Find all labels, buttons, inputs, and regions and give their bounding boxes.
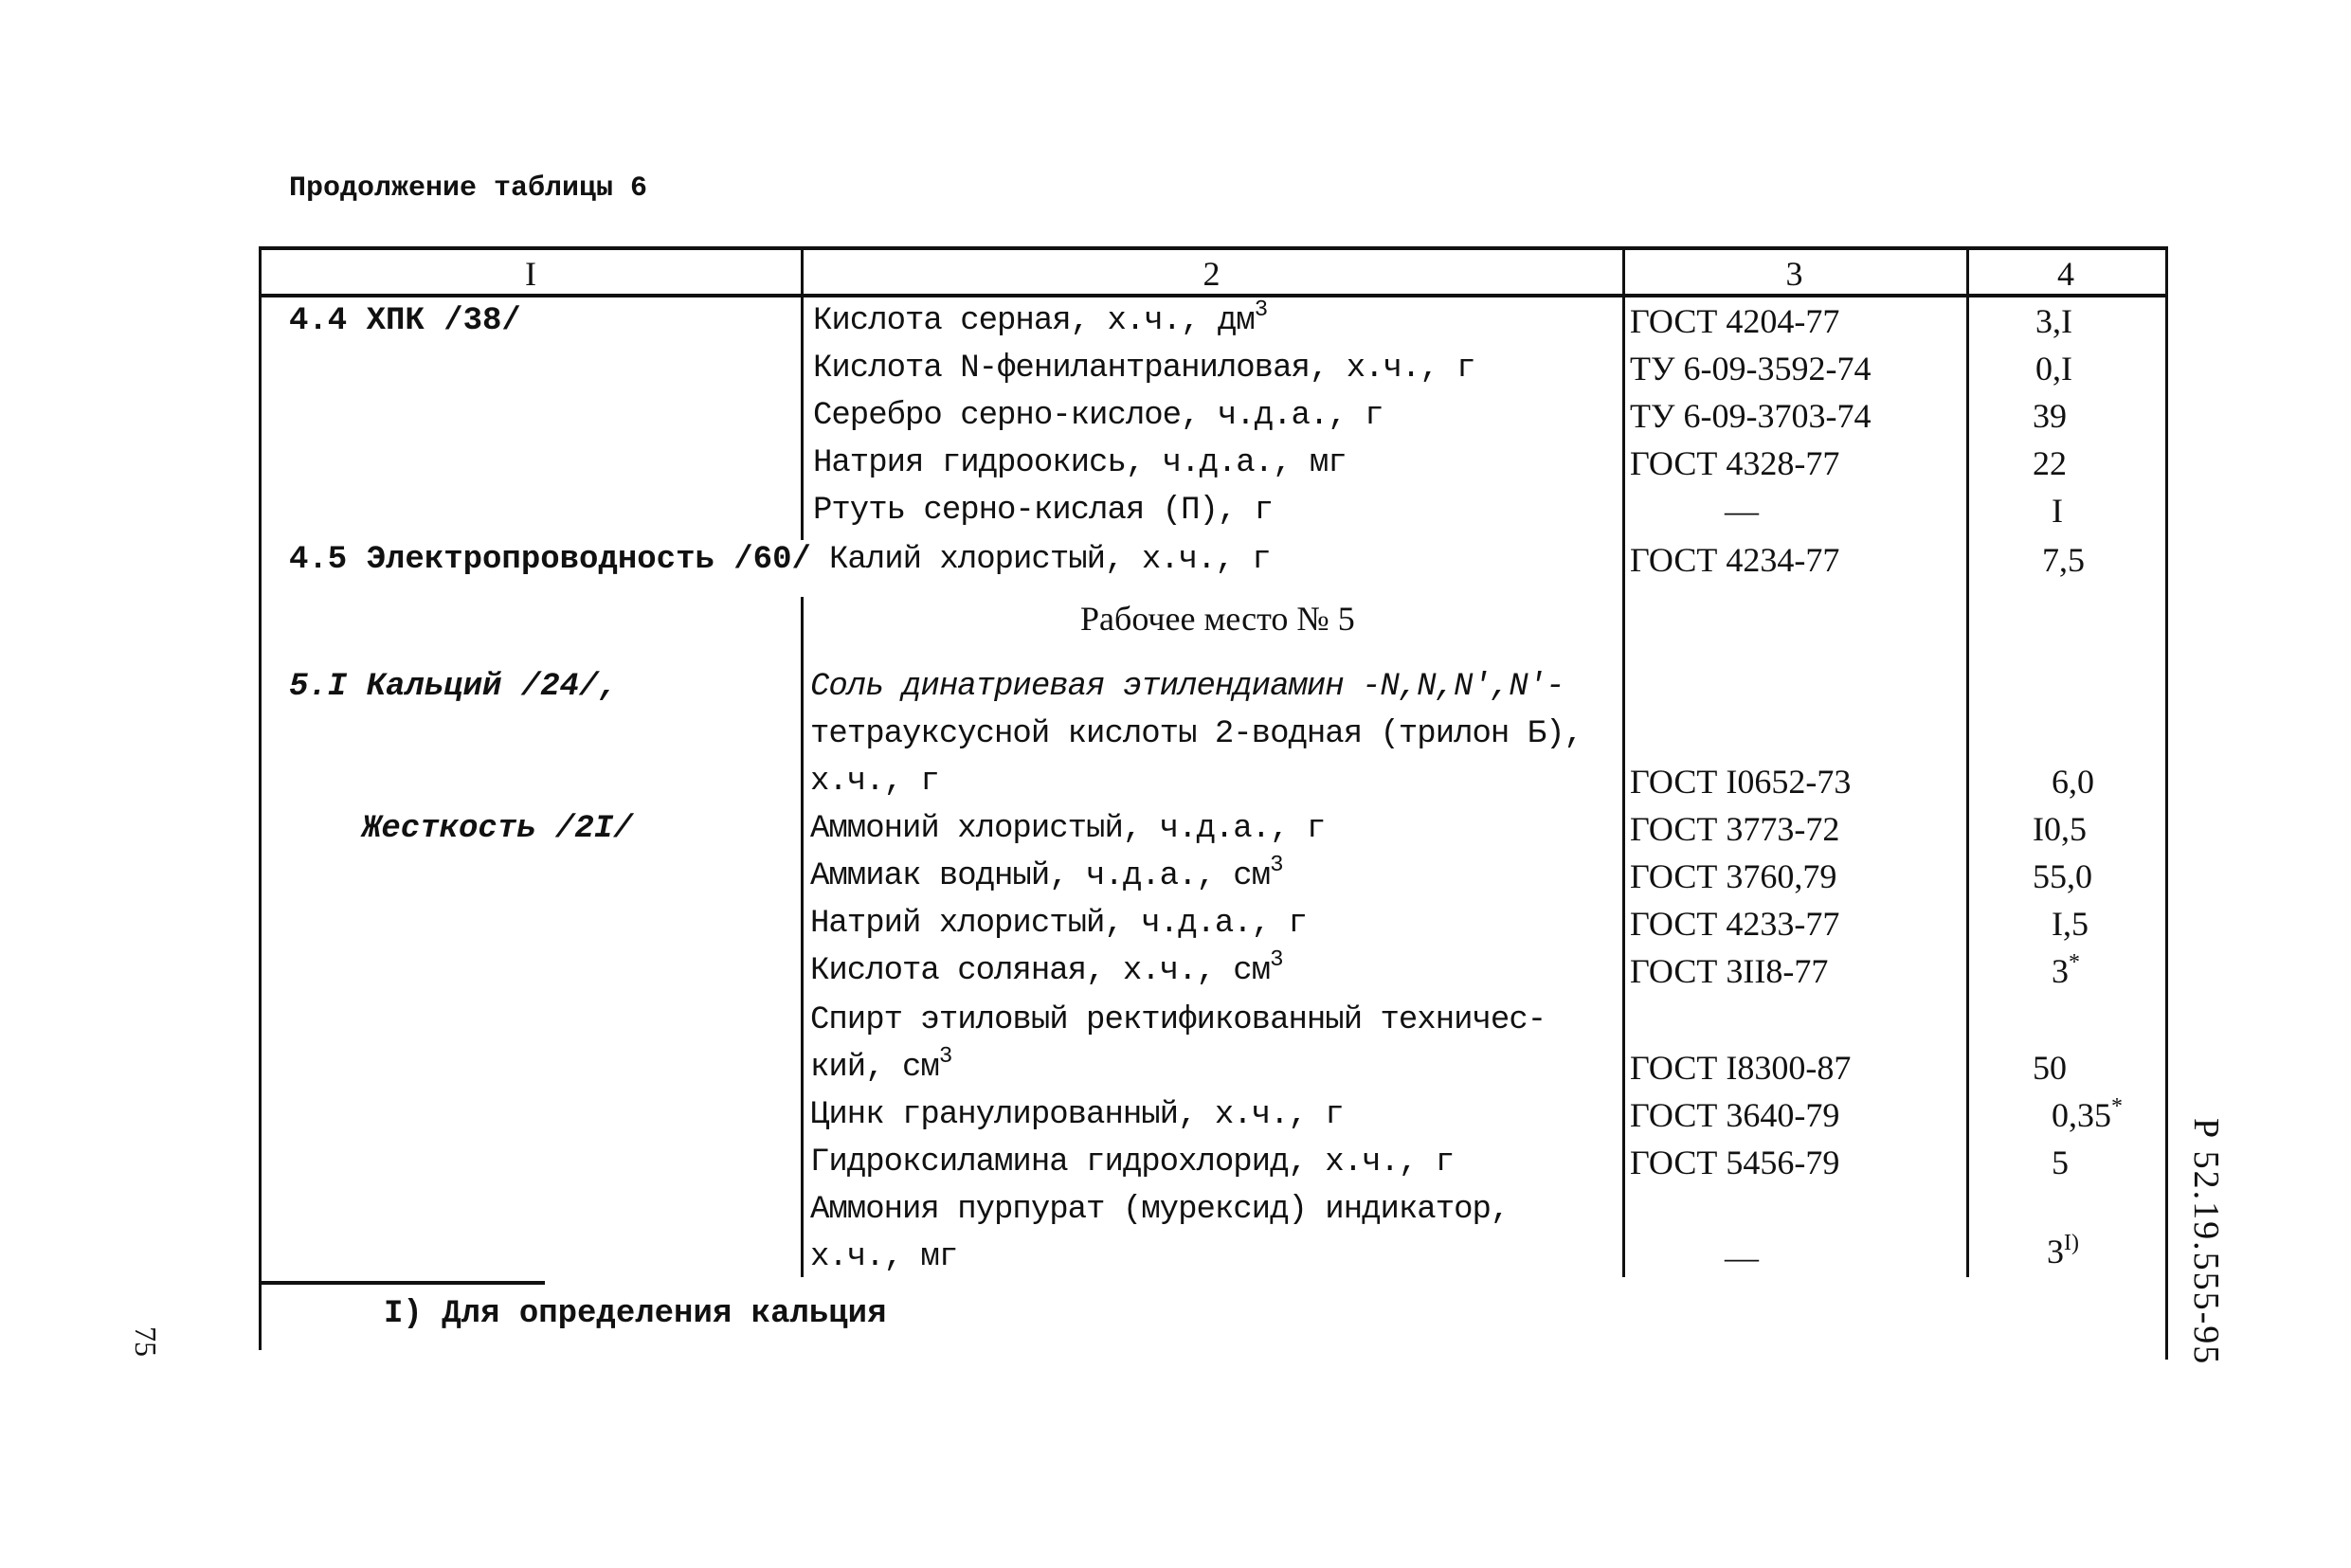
col-divider-1-2-lower	[801, 597, 804, 1277]
header-col-2: 2	[1203, 255, 1221, 293]
cell-col2: Соль динатриевая этилендиамин -N,N,N',N'-	[810, 669, 1564, 705]
cell-col4: 39	[2033, 397, 2067, 435]
cell-col4: 0,35*	[2052, 1094, 2123, 1134]
cell-col3: —	[1725, 1238, 1759, 1276]
asterisk-marker: *	[2111, 1094, 2123, 1119]
col-divider-3-4	[1966, 246, 1969, 1277]
cell-col1: Жесткость /2I/	[362, 811, 633, 847]
cell-col2: х.ч., г	[810, 764, 939, 800]
cell-col2: Спирт этиловый ректификованный техничес-	[810, 1002, 1546, 1038]
cell-col2: Натрий хлористый, ч.д.а., г	[810, 906, 1307, 942]
cell-col4: 7,5	[2042, 541, 2085, 579]
cell-col1: 4.5 Электропроводность /60/	[289, 542, 811, 578]
table-caption: Продолжение таблицы 6	[289, 172, 648, 205]
cell-col3: ГОСТ 5456-79	[1630, 1144, 1840, 1181]
cell-col3: ГОСТ 4233-77	[1630, 905, 1840, 943]
cell-col2: Кислота N-фенилантраниловая, х.ч., г	[813, 351, 1475, 387]
cell-col2: тетрауксусной кислоты 2-водная (трилон Б),	[810, 716, 1582, 752]
cell-col3: ГОСТ 4328-77	[1630, 444, 1840, 482]
cell-col3: ТУ 6-09-3703-74	[1630, 397, 1872, 435]
cell-col2: Гидроксиламина гидрохлорид, х.ч., г	[810, 1144, 1455, 1181]
cell-col2: кий, $см^3$	[810, 1044, 952, 1086]
cell-col4: I	[2052, 492, 2063, 530]
cell-col3: ТУ 6-09-3592-74	[1630, 350, 1872, 387]
footnote-marker: I)	[2064, 1231, 2079, 1255]
cell-col2: Аммиак водный, ч.д.а., $см^3$	[810, 853, 1283, 894]
cell-col2: Натрия гидроокись, ч.д.а., мг	[813, 445, 1347, 481]
cell-col1: 5.I Кальций /24/,	[289, 669, 618, 705]
cell-col1: 4.4 ХПК /38/	[289, 303, 521, 339]
cell-col4: 3*	[2052, 950, 2080, 990]
header-col-3: 3	[1785, 255, 1803, 293]
footnote: I) Для определения кальция	[384, 1296, 887, 1332]
cell-col2: Серебро серно-кислое, ч.д.а., г	[813, 398, 1383, 434]
footnote-separator	[261, 1281, 545, 1285]
cell-col4: I,5	[2052, 905, 2089, 943]
table-top-border	[261, 246, 2167, 250]
cell-col2: х.ч., мг	[810, 1239, 958, 1275]
section-heading: Рабочее место № 5	[1080, 600, 1355, 638]
cell-col2: Аммония пурпурат (мурексид) индикатор,	[810, 1192, 1510, 1228]
cell-col2: Аммоний хлористый, ч.д.а., г	[810, 811, 1326, 847]
document-id: Р 52.19.555-95	[2186, 1118, 2226, 1366]
cell-col4: $3^{I)}$	[2047, 1231, 2079, 1271]
table-right-border	[2165, 246, 2168, 1360]
header-col-4: 4	[2057, 255, 2074, 293]
cell-col4: 6,0	[2052, 763, 2094, 801]
cell-col3: ГОСТ 3773-72	[1630, 810, 1840, 848]
cell-col2: Ртуть серно-кислая (П), г	[813, 493, 1274, 529]
cell-col2: Цинк гранулированный, х.ч., г	[810, 1097, 1344, 1133]
col-divider-2-3	[1622, 246, 1625, 1277]
asterisk-marker: *	[2069, 950, 2080, 975]
table-left-border	[259, 246, 262, 1350]
cell-col4: 50	[2033, 1049, 2067, 1087]
cell-col3: ГОСТ 3760,79	[1630, 857, 1837, 895]
cell-col2: Кислота соляная, х.ч., $см^3$	[810, 947, 1283, 989]
cell-col3: ГОСТ I8300-87	[1630, 1049, 1852, 1087]
page-number: 75	[129, 1326, 163, 1357]
header-col-1: I	[525, 255, 536, 293]
cell-col3: ГОСТ 3II8-77	[1630, 952, 1829, 990]
cell-col2: Калий хлористый, х.ч., г	[829, 542, 1271, 578]
cell-col4: 55,0	[2033, 857, 2092, 895]
cell-col3: ГОСТ I0652-73	[1630, 763, 1852, 801]
cell-col3: ГОСТ 3640-79	[1630, 1096, 1840, 1134]
cell-col3: ГОСТ 4204-77	[1630, 302, 1840, 340]
cell-col4: 0,I	[2035, 350, 2072, 387]
cell-col4: I0,5	[2033, 810, 2087, 848]
cell-col4: 5	[2052, 1144, 2069, 1181]
cell-col2: Кислота серная, х.ч., $дм^3$	[813, 297, 1268, 339]
cell-col3: ГОСТ 4234-77	[1630, 541, 1840, 579]
cell-col4: 22	[2033, 444, 2067, 482]
cell-col4: 3,I	[2035, 302, 2072, 340]
cell-col3: —	[1725, 492, 1759, 530]
